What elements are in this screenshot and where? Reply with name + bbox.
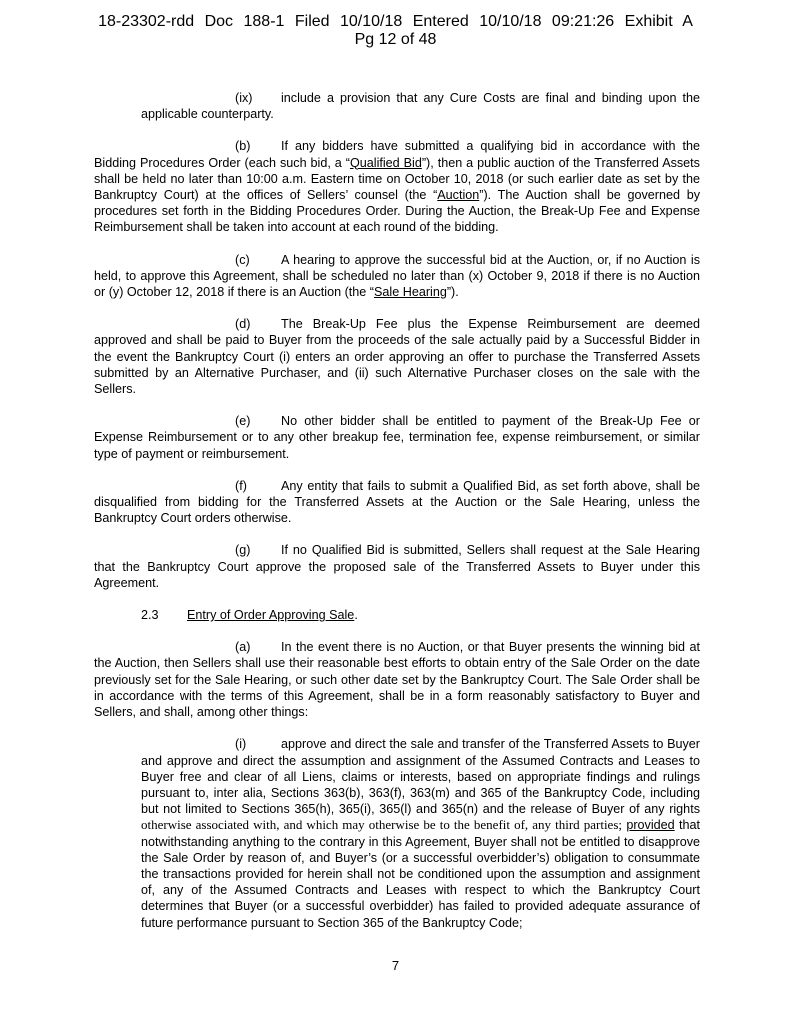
filing-header-line1: 18-23302-rdd Doc 188-1 Filed 10/10/18 Entered 10/10/18 09:21:26 Exhibit A bbox=[98, 13, 693, 30]
defined-term-sale-hearing: Sale Hearing bbox=[374, 285, 447, 300]
section-title-period: . bbox=[354, 608, 358, 623]
paragraph-c-text-1: A hearing to approve the successful bid at the Auction, or, if no Auction is held, to approve this Agreement, shall be scheduled no later than (x) October 9, 2018 if there is no Auction or (y) October 12, 2018 if there is an Auction (the “ bbox=[94, 252, 700, 300]
paragraph-i-text-1: approve and direct the sale and transfer of the Transferred Assets to Buyer and approve and direct the assumption and assignment of the Assumed Contracts and Leases to Buyer free and clear of all Liens, claims or interests, based on appropriate findings and rulings pursuant to, inter alia, Sections 363(b), 363(f), 363(m) and 365 of the Bankruptcy Code, including but not limited to Sections 365(h), 365(i), 365(l) and 365(n) and the release of Buyer of any rights bbox=[141, 737, 700, 817]
paragraph-d-label: (d) bbox=[235, 317, 251, 332]
paragraph-b-text-2: ”), then a public auction of the Transferred Assets shall be held no later than 10:00 a.m. Eastern time on October 10, 2018 (or such earlier date as set by the Bankruptcy Court) at the offices of Sellers’ counsel (the “ bbox=[94, 155, 700, 203]
paragraph-b-label: (b) bbox=[235, 139, 251, 154]
paragraph-f bbox=[94, 478, 700, 527]
page-number: 7 bbox=[391, 958, 400, 973]
defined-term-provided: provided bbox=[626, 818, 675, 833]
paragraph-b bbox=[94, 138, 700, 235]
paragraph-e-text: No other bidder shall be entitled to payment of the Break-Up Fee or Expense Reimbursement or to any other breakup fee, termination fee, expense reimbursement, or similar type of payment or reimbursement. bbox=[94, 414, 700, 461]
paragraph-2-3-a-label: (a) bbox=[235, 640, 251, 655]
section-title: Entry of Order Approving Sale bbox=[187, 608, 355, 623]
defined-term-auction: Auction bbox=[437, 188, 480, 203]
paragraph-d bbox=[94, 316, 700, 397]
paragraph-g-text: If no Qualified Bid is submitted, Sellers shall request at the Sale Hearing that the Bankruptcy Court approve the proposed sale of the Transferred Assets to Buyer under this Agreement. bbox=[94, 543, 700, 590]
section-heading-2-3 bbox=[94, 607, 700, 623]
section-number: 2.3 bbox=[141, 608, 159, 623]
paragraph-i-text-serif: otherwise associated with, and which may otherwise be to the benefit of, any third parties; bbox=[141, 817, 622, 833]
paragraph-b-text-1: If any bidders have submitted a qualifying bid in accordance with the Bidding Procedures Order (each such bid, a “ bbox=[94, 139, 700, 170]
paragraph-i bbox=[94, 736, 700, 930]
paragraph-i-text-2: that notwithstanding anything to the contrary in this Agreement, Buyer shall not be entitled to disapprove the Sale Order by reason of, and Buyer’s (or a successful overbidder’s) obligation to consummate the transactions provided for herein shall not be conditioned upon the assumption and assignment of, any of the Assumed Contracts and Leases with respect to which the Bankruptcy Court determines that Buyer (or a successful overbidder) has failed to provided adequate assurance of future performance pursuant to Section 365 of the Bankruptcy Code; bbox=[141, 818, 700, 930]
paragraph-ix-label: (ix) bbox=[235, 91, 253, 105]
paragraph-b-text-3: ”). The Auction shall be governed by procedures set forth in the Bidding Procedures Order. During the Auction, the Break-Up Fee and Expense Reimbursement shall be taken into account at each round of the bidding. bbox=[94, 188, 701, 235]
paragraph-ix-text: include a provision that any Cure Costs are final and binding upon the applicable counterparty. bbox=[141, 91, 700, 122]
paragraph-i-label: (i) bbox=[235, 737, 247, 752]
paragraph-c-text-2: ”). bbox=[446, 285, 459, 300]
paragraph-2-3-a bbox=[94, 639, 700, 720]
paragraph-e-label: (e) bbox=[235, 414, 251, 429]
paragraph-g-label: (g) bbox=[235, 543, 251, 558]
paragraph-e bbox=[94, 413, 700, 462]
paragraph-g bbox=[94, 542, 700, 591]
paragraph-c-label: (c) bbox=[235, 252, 250, 267]
paragraph-d-text: The Break-Up Fee plus the Expense Reimbursement are deemed approved and shall be paid to Buyer from the proceeds of the sale actually paid by a Successful Bidder in the event the Bankruptcy Court (i) enters an order approving an offer to purchase the Transferred Assets submitted by an Alternative Purchaser, and (ii) such Alternative Purchaser closes on the sale with the Sellers. bbox=[94, 317, 700, 397]
defined-term-qualified-bid: Qualified Bid bbox=[349, 155, 422, 170]
paragraph-f-text: Any entity that fails to submit a Qualified Bid, as set forth above, shall be disqualified from bidding for the Transferred Assets at the Auction or the Sale Hearing, unless the Bankruptcy Court orders otherwise. bbox=[94, 478, 700, 526]
paragraph-ix bbox=[94, 90, 700, 122]
filing-header bbox=[0, 13, 791, 49]
filing-header-line2: Pg 12 of 48 bbox=[354, 31, 437, 48]
paragraph-f-label: (f) bbox=[235, 478, 247, 493]
paragraph-c bbox=[94, 252, 700, 301]
document-body bbox=[94, 90, 700, 947]
paragraph-2-3-a-text: In the event there is no Auction, or that Buyer presents the winning bid at the Auction, then Sellers shall use their reasonable best efforts to obtain entry of the Sale Order on the date previously set for the Sale Hearing, or such other date set by the Bankruptcy Court. The Sale Order shall be in accordance with the terms of this Agreement, shall be in a form reasonably satisfactory to Buyer and Sellers, and shall, among other things: bbox=[94, 640, 700, 720]
